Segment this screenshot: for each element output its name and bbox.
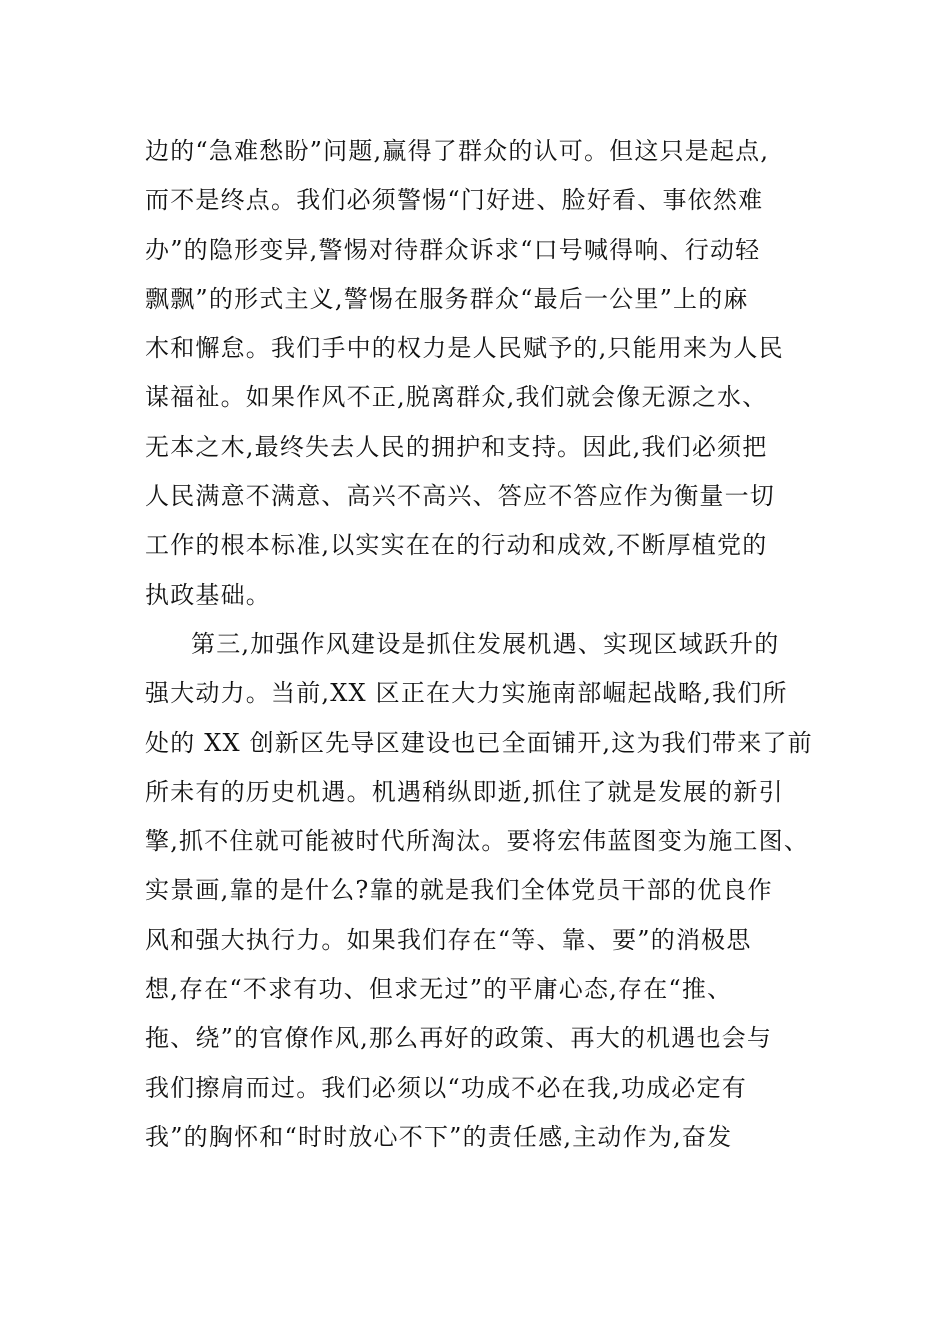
text-line: 风和强大执行力。如果我们存在“等、靠、要”的消极思	[145, 925, 752, 954]
text-line: 而不是终点。我们必须警惕“门好进、脸好看、事依然难	[145, 186, 764, 215]
text-line: 擎,抓不住就可能被时代所淘汰。要将宏伟蓝图变为施工图、	[145, 827, 810, 856]
text-line: 拖、绕”的官僚作风,那么再好的政策、再大的机遇也会与	[145, 1024, 773, 1053]
text-line: 强大动力。当前,XX 区正在大力实施南部崛起战略,我们所	[145, 679, 788, 708]
text-line: 实景画,靠的是什么?靠的就是我们全体党员干部的优良作	[145, 876, 773, 905]
text-line: 谋福祉。如果作风不正,脱离群众,我们就会像无源之水、	[145, 383, 768, 412]
paragraph-start-line: 第三,加强作风建设是抓住发展机遇、实现区域跃升的	[191, 629, 780, 658]
body-text	[145, 127, 815, 1162]
text-line: 工作的根本标准,以实实在在的行动和成效,不断厚植党的	[145, 531, 768, 560]
text-line: 木和懈怠。我们手中的权力是人民赋予的,只能用来为人民	[145, 334, 784, 363]
text-line: 所未有的历史机遇。机遇稍纵即逝,抓住了就是发展的新引	[145, 777, 784, 806]
text-line: 边的“急难愁盼”问题,赢得了群众的认可。但这只是起点,	[145, 137, 770, 165]
text-line: 人民满意不满意、高兴不高兴、答应不答应作为衡量一切	[145, 482, 775, 511]
text-line: 无本之木,最终失去人民的拥护和支持。因此,我们必须把	[145, 432, 768, 461]
text-line: 处的 XX 创新区先导区建设也已全面铺开,这为我们带来了前	[145, 728, 813, 757]
text-line: 执政基础。	[145, 580, 271, 609]
text-line: 我们擦肩而过。我们必须以“功成不必在我,功成必定有	[145, 1073, 747, 1102]
text-line: 办”的隐形变异,警惕对待群众诉求“口号喊得响、行动轻	[145, 235, 761, 264]
text-line: 我”的胸怀和“时时放心不下”的责任感,主动作为,奋发	[145, 1122, 733, 1151]
text-line: 想,存在“不求有功、但求无过”的平庸心态,存在“推、	[145, 975, 733, 1004]
text-line: 飘飘”的形式主义,警惕在服务群众“最后一公里”上的麻	[145, 284, 749, 313]
